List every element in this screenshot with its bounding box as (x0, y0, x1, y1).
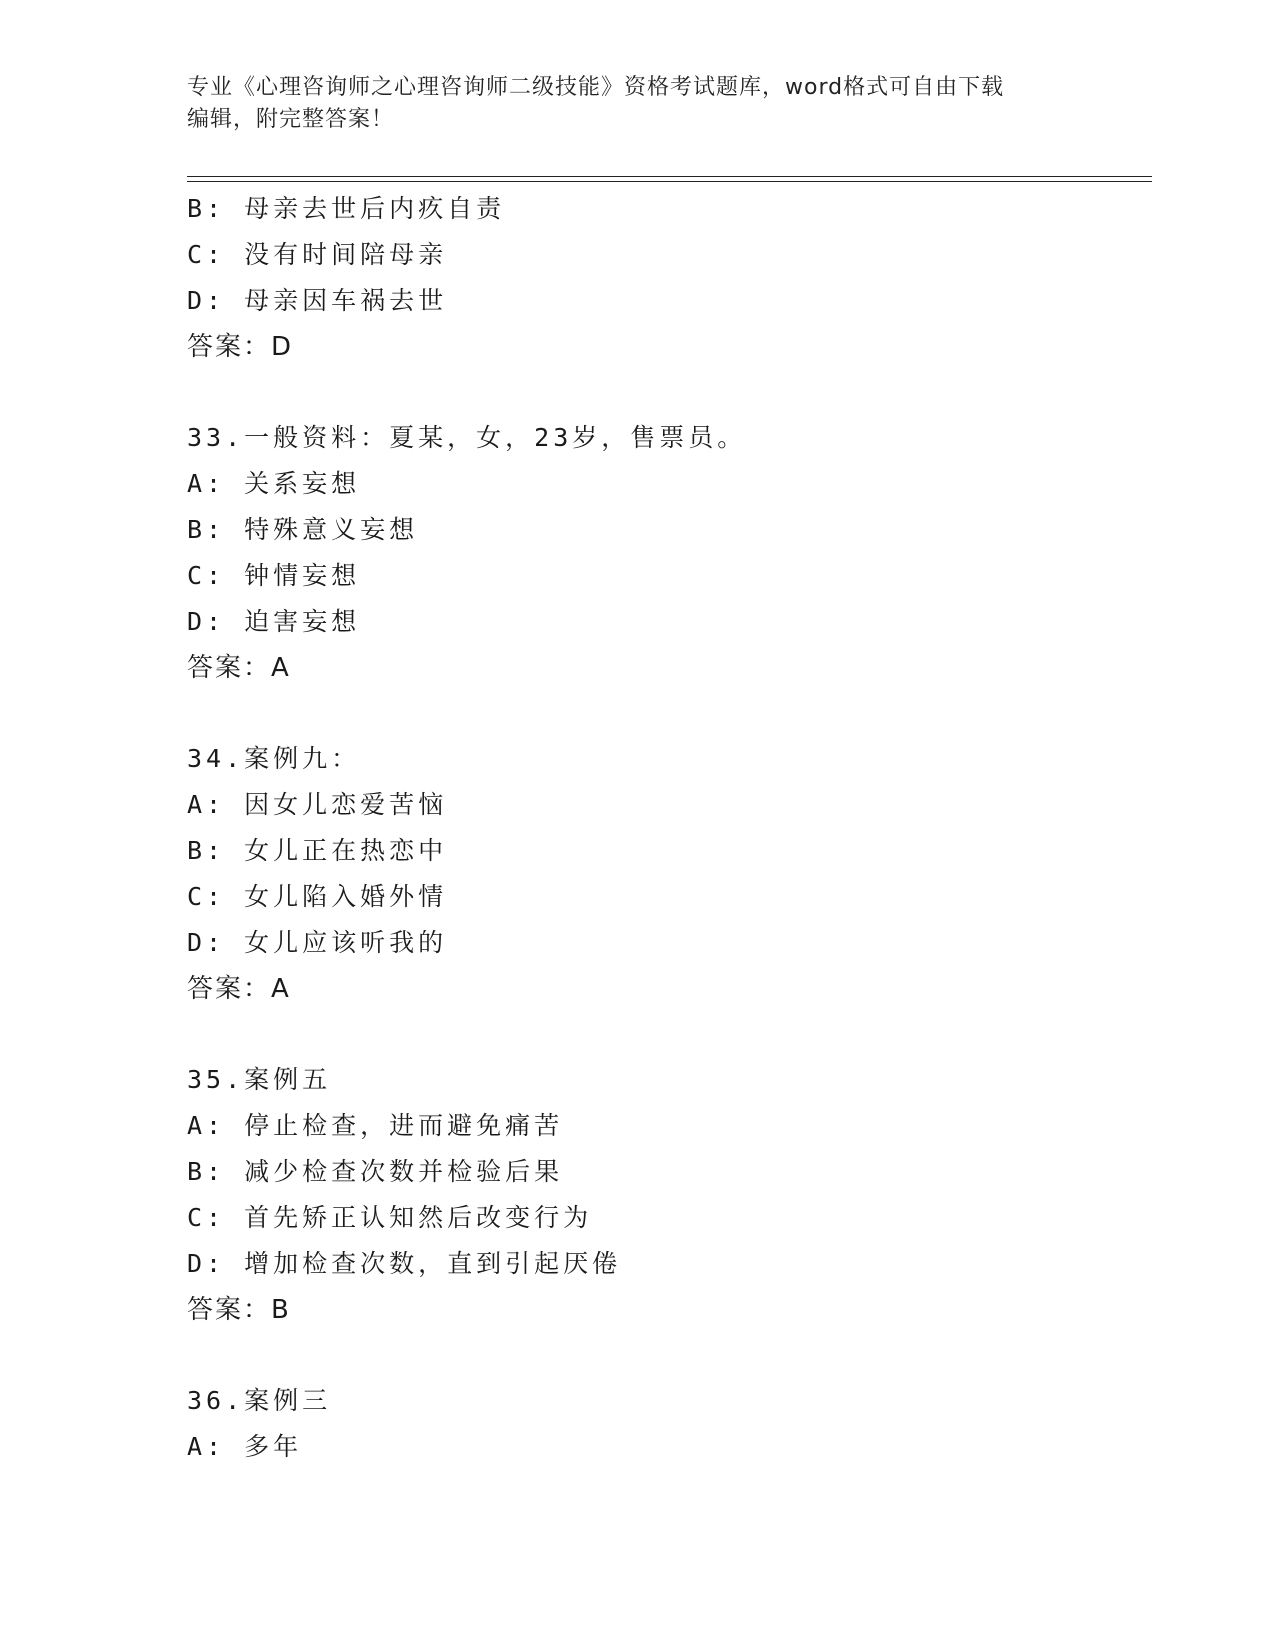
question-title: 34.案例九： (187, 744, 361, 773)
header-line-1: 专业《心理咨询师之心理咨询师二级技能》资格考试题库，word格式可自由下载 (187, 75, 1005, 100)
header-line-2: 编辑，附完整答案！ (187, 107, 395, 132)
option-d: D: 迫害妄想 (187, 607, 361, 636)
question-block-32 (187, 186, 1147, 370)
spacer (187, 1012, 1147, 1057)
answer-line: 答案：A (187, 653, 291, 683)
option-b: B: 特殊意义妄想 (187, 515, 419, 544)
answer-line: 答案：B (187, 1295, 291, 1325)
spacer (187, 370, 1147, 415)
option-a: A: 停止检查，进而避免痛苦 (187, 1111, 564, 1140)
question-title: 36.案例三 (187, 1386, 332, 1415)
option-d: D: 母亲因车祸去世 (187, 286, 448, 315)
option-c: C: 女儿陷入婚外情 (187, 882, 448, 911)
option-a: A: 多年 (187, 1432, 303, 1461)
option-b: B: 母亲去世后内疚自责 (187, 194, 506, 223)
option-a: A: 关系妄想 (187, 469, 361, 498)
option-a: A: 因女儿恋爱苦恼 (187, 790, 448, 819)
question-list (187, 186, 1147, 1470)
option-d: D: 女儿应该听我的 (187, 928, 448, 957)
header-divider-bottom (187, 181, 1152, 182)
option-c: C: 没有时间陪母亲 (187, 240, 448, 269)
header-divider-top (187, 176, 1152, 177)
question-block-34 (187, 736, 1147, 1012)
question-title: 35.案例五 (187, 1065, 332, 1094)
document-header (187, 72, 1077, 136)
option-b: B: 女儿正在热恋中 (187, 836, 448, 865)
question-block-35 (187, 1057, 1147, 1333)
answer-line: 答案：D (187, 332, 294, 362)
answer-line: 答案：A (187, 974, 291, 1004)
question-block-36 (187, 1378, 1147, 1470)
question-block-33 (187, 415, 1147, 691)
option-c: C: 钟情妄想 (187, 561, 361, 590)
option-b: B: 减少检查次数并检验后果 (187, 1157, 564, 1186)
spacer (187, 1333, 1147, 1378)
option-d: D: 增加检查次数，直到引起厌倦 (187, 1249, 622, 1278)
question-title: 33.一般资料：夏某，女，23岁，售票员。 (187, 423, 747, 452)
option-c: C: 首先矫正认知然后改变行为 (187, 1203, 593, 1232)
spacer (187, 691, 1147, 736)
